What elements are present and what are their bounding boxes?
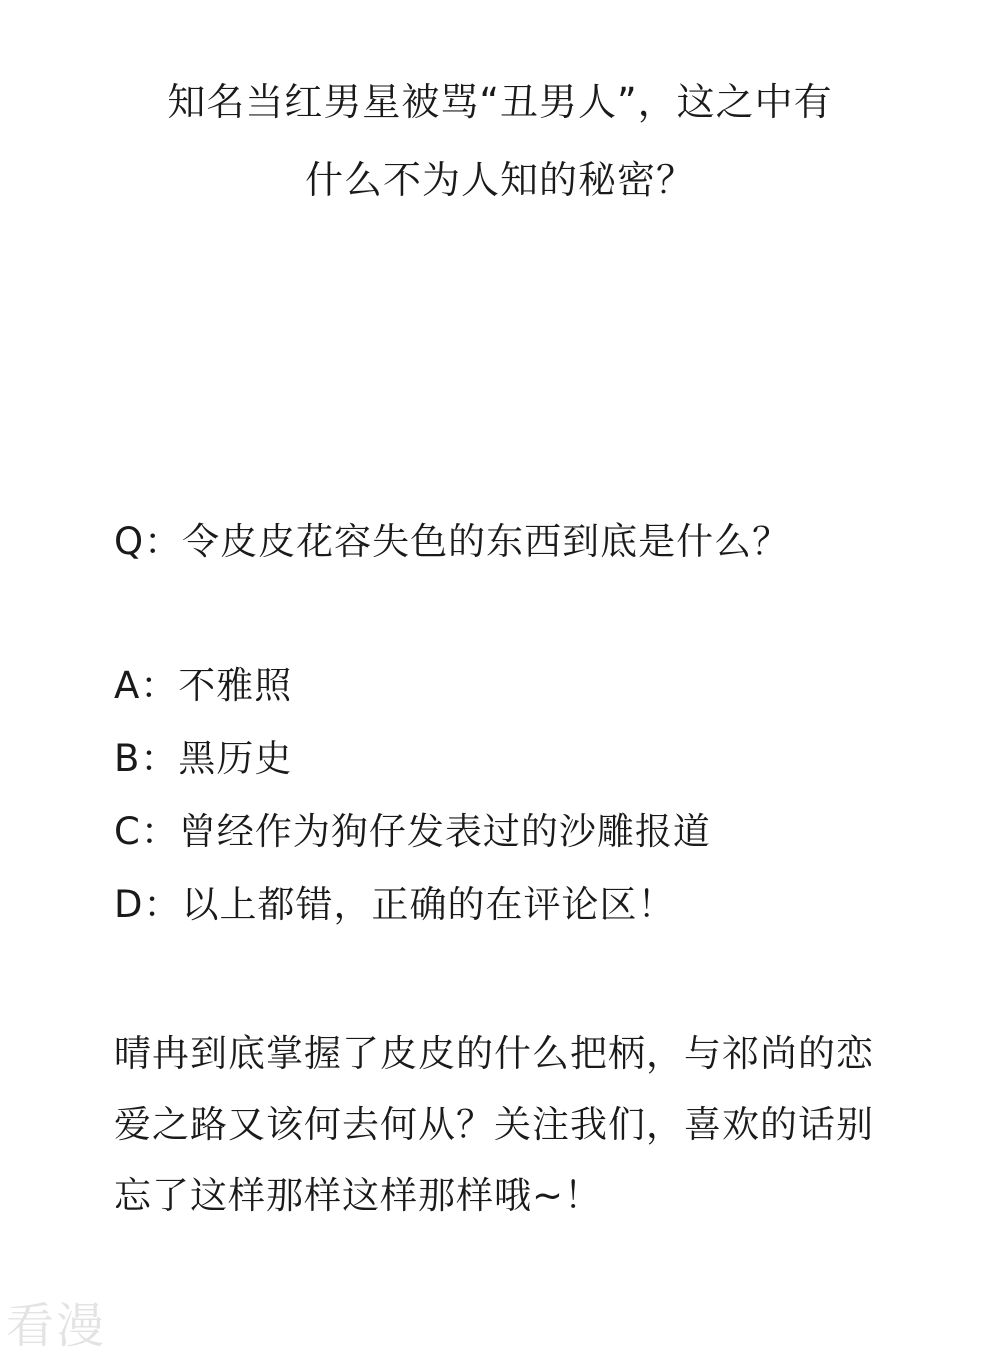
closing-line-1: 晴冉到底掌握了皮皮的什么把柄，与祁尚的恋 <box>114 1032 874 1075</box>
quiz-option-c: C：曾经作为狗仔发表过的沙雕报道 <box>114 810 711 853</box>
title-line-2: 什么不为人知的秘密？ <box>304 158 695 202</box>
closing-line-3: 忘了这样那样这样那样哦~！ <box>114 1174 603 1217</box>
watermark-logo: 看漫 <box>6 1298 107 1354</box>
quiz-option-a: A：不雅照 <box>114 664 293 707</box>
quiz-option-b: B：黑历史 <box>114 737 293 780</box>
quiz-question: Q：令皮皮花容失色的东西到底是什么？ <box>114 520 791 563</box>
quiz-option-d: D：以上都错，正确的在评论区！ <box>114 883 676 926</box>
title-line-1: 知名当红男星被骂“丑男人”，这之中有 <box>167 80 833 124</box>
closing-line-2: 爱之路又该何去何从？关注我们，喜欢的话别 <box>114 1103 874 1146</box>
